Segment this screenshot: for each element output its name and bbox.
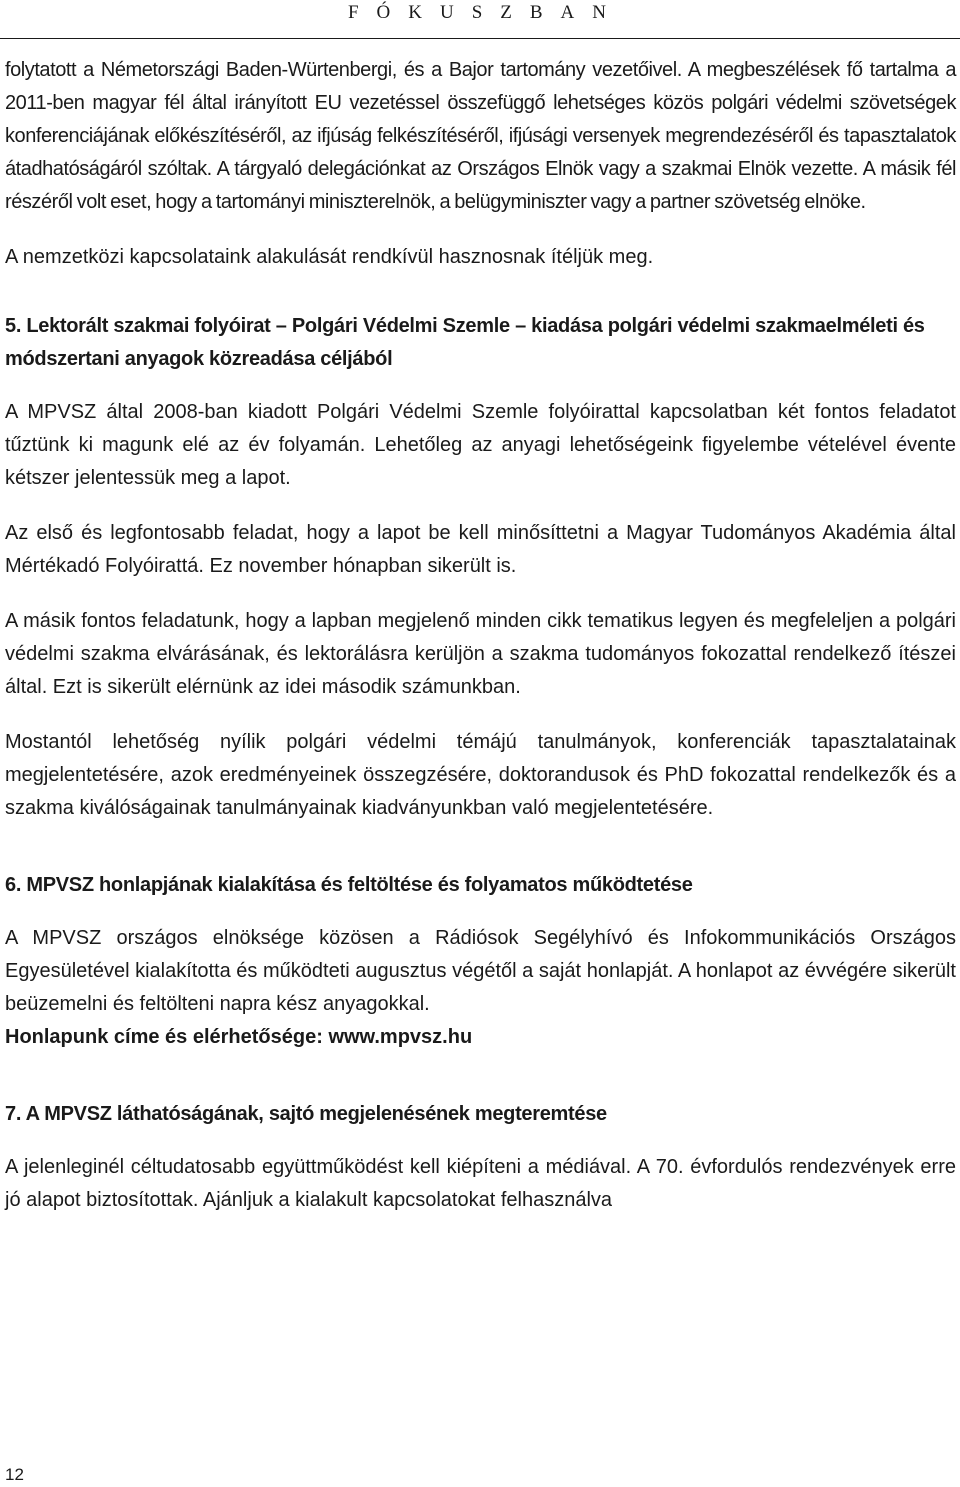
header-rule xyxy=(0,38,960,39)
paragraph-second-task: A másik fontos feladatunk, hogy a lapban megjelenő minden cikk tematikus legyen és megfeleljen a polgári védelmi szakma elvárásának, és lektorálásra kerüljön a szakma tudományos fokozattal rendelkező ítészei által. Ezt is sikerült elérnünk az idei második számunkban. xyxy=(5,610,956,698)
paragraph-first-task: Az első és legfontosabb feladat, hogy a lapot be kell minősíttetni a Magyar Tudományos Akadémia által Mértékadó Folyóirattá. Ez november hónapban sikerült is. xyxy=(5,522,956,577)
paragraph-media-cooperation: A jelenleginél céltudatosabb együttműködést kell kiépíteni a médiával. A 70. évfordulós rendezvények erre jó alapot biztosítottak. Ajánljuk a kialakult kapcsolatokat felhasználva xyxy=(5,1156,956,1211)
running-header: FÓKUSZBAN xyxy=(347,2,624,23)
paragraph-website: A MPVSZ országos elnöksége közösen a Rádiósok Segélyhívó és Infokommunikációs Országos Egyesületével kialakította és működteti augusztus végétől a saját honlapját. A honlapot az évvégére sikerült beüzemelni és feltölteni napra kész anyagokkal. xyxy=(5,927,956,1015)
paragraph-journal-tasks: A MPVSZ által 2008-ban kiadott Polgári Védelmi Szemle folyóirattal kapcsolatban két fontos feladatot tűztünk ki magunk elé az év folyamán. Lehetőleg az anyagi lehetőségeink figyelembe vételével évente kétszer jelentessük meg a lapot. xyxy=(5,401,956,489)
website-address: Honlapunk címe és elérhetősége: www.mpvsz.hu xyxy=(5,1026,473,1048)
paragraph-international-relations: A nemzetközi kapcsolataink alakulását rendkívül hasznosnak ítéljük meg. xyxy=(5,246,654,268)
page-number: 12 xyxy=(5,1465,24,1484)
page-content xyxy=(5,54,956,1217)
paragraph-publication-opportunity: Mostantól lehetőség nyílik polgári védelmi témájú tanulmányok, konferenciák tapasztalatainak megjelentetésére, azok eredményeinek összegzésére, doktorandusok és PhD fokozattal rendelkezők és a szakma kiválóságainak tanulmányainak kiadványunkban való megjelentetésére. xyxy=(5,731,956,819)
section-heading-7: 7. A MPVSZ láthatóságának, sajtó megjelenésének megteremtése xyxy=(5,1103,607,1125)
section-heading-6: 6. MPVSZ honlapjának kialakítása és feltöltése és folyamatos működtetése xyxy=(5,874,693,896)
section-heading-5: 5. Lektorált szakmai folyóirat – Polgári Védelmi Szemle – kiadása polgári védelmi szakmaelméleti és módszertani anyagok közreadása céljából xyxy=(5,315,925,370)
paragraph-partner-talks: folytatott a Németországi Baden-Würtenbergi, és a Bajor tartomány vezetőivel. A megbeszélések fő tartalma a 2011-ben magyar fél által irányított EU vezetéssel összefüggő lehetséges közös polgári védelmi szövetségek konferenciájának előkészítéséről, az ifjúság felkészítéséről, ifjúsági versenyek megrendezéséről és tapasztalatok átadhatóságáról szóltak. A tárgyaló delegációnkat az Országos Elnök vagy a szakmai Elnök vezette. A másik fél részéről volt eset, hogy a tartományi miniszterelnök, a belügyminiszter vagy a partner szövetség elnöke. xyxy=(5,59,956,213)
